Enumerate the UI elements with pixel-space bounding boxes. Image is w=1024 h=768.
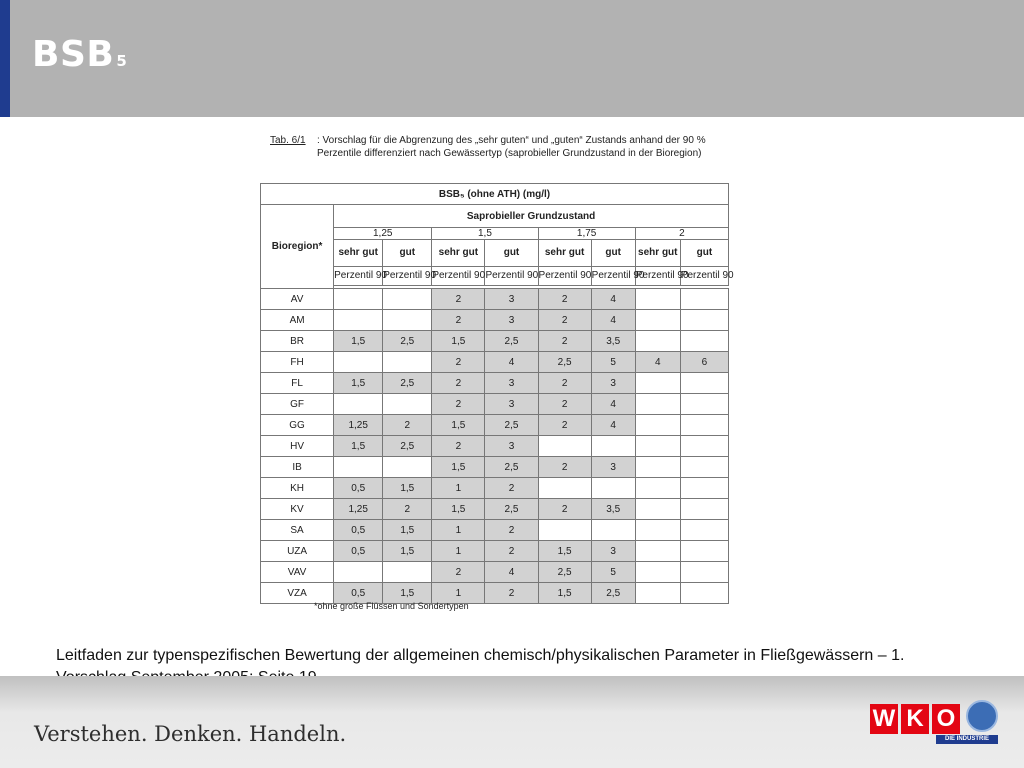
quality-header: gut (383, 240, 432, 267)
table-cell (383, 562, 432, 583)
caption-label: Tab. 6/1 (270, 135, 306, 146)
table-cell (334, 394, 383, 415)
header-accent-bar (0, 0, 10, 117)
table-cell: 2,5 (383, 373, 432, 394)
table-cell: 2 (432, 373, 485, 394)
table-cell: 2 (383, 499, 432, 520)
table-cell: 1 (432, 583, 485, 604)
table-title: BSB₅ (ohne ATH) (mg/l) (261, 184, 729, 205)
table-cell: 1,5 (432, 499, 485, 520)
table-cell (635, 478, 680, 499)
table-row (261, 289, 729, 310)
quality-header: sehr gut (538, 240, 591, 267)
table-cell (334, 289, 383, 310)
table-cell: 2 (538, 331, 591, 352)
percentile-header: Perzentil 90 (485, 267, 538, 286)
group-header: 1,25 (334, 228, 432, 240)
table-cell (635, 331, 680, 352)
table-row (261, 520, 729, 541)
table-cell: 4 (635, 352, 680, 373)
row-region-label: AV (261, 289, 334, 310)
table-footnote: *ohne große Flüssen und Sondertypen (314, 601, 469, 611)
table-cell: 2,5 (591, 583, 635, 604)
table-row (261, 373, 729, 394)
table-cell (591, 478, 635, 499)
table-cell (383, 289, 432, 310)
table-cell (383, 394, 432, 415)
footer-slogan: Verstehen. Denken. Handeln. (34, 722, 347, 746)
table-cell: 2 (383, 415, 432, 436)
logo-subtitle: DIE INDUSTRIE (936, 735, 998, 744)
table-row (261, 457, 729, 478)
table-cell: 2,5 (485, 457, 538, 478)
table-cell: 1 (432, 541, 485, 562)
table-cell: 2 (538, 499, 591, 520)
table-cell: 0,5 (334, 583, 383, 604)
table-cell: 2 (538, 310, 591, 331)
table-cell: 2 (432, 394, 485, 415)
table-cell (383, 457, 432, 478)
quality-header: gut (485, 240, 538, 267)
row-region-label: AM (261, 310, 334, 331)
table-cell: 1,5 (334, 373, 383, 394)
bioregion-header: Bioregion* (261, 205, 334, 289)
table-cell (680, 436, 728, 457)
logo-letter-k: K (901, 704, 929, 734)
row-region-label: KH (261, 478, 334, 499)
row-region-label: FL (261, 373, 334, 394)
slide-title-subscript: 5 (116, 52, 128, 70)
percentile-header: Perzentil 90 (635, 267, 680, 286)
table-cell: 1,5 (383, 478, 432, 499)
table-cell: 1,5 (383, 583, 432, 604)
table-row (261, 310, 729, 331)
table-cell (635, 373, 680, 394)
table-row (261, 394, 729, 415)
table-row (261, 541, 729, 562)
table-cell (334, 310, 383, 331)
table-cell (680, 520, 728, 541)
table-cell: 0,5 (334, 478, 383, 499)
quality-header: sehr gut (635, 240, 680, 267)
table-cell (635, 562, 680, 583)
table-cell: 4 (591, 289, 635, 310)
table-cell (635, 520, 680, 541)
row-region-label: IB (261, 457, 334, 478)
table-cell: 2 (538, 415, 591, 436)
table-cell (680, 541, 728, 562)
table-cell: 2,5 (538, 352, 591, 373)
table-cell (334, 457, 383, 478)
table-cell: 2 (485, 541, 538, 562)
quality-header: sehr gut (432, 240, 485, 267)
caption-text: : Vorschlag für die Abgrenzung des „sehr guten“ und „guten“ Zustands anhand der 90 % Perzentile differenziert nach Gewässertyp (saprobieller Grundzustand in der Bioregion) (317, 135, 706, 159)
table-cell (680, 331, 728, 352)
table-cell: 2 (485, 583, 538, 604)
percentile-header: Perzentil 90 (432, 267, 485, 286)
state-header: Saprobieller Grundzustand (334, 205, 729, 228)
table-cell: 4 (485, 562, 538, 583)
table-cell: 1,5 (432, 415, 485, 436)
table-cell: 1,5 (334, 331, 383, 352)
table-cell: 2,5 (383, 331, 432, 352)
table-cell: 5 (591, 352, 635, 373)
table-cell: 3 (485, 373, 538, 394)
table-cell: 2 (485, 478, 538, 499)
table-cell: 2 (432, 436, 485, 457)
table-cell: 1,5 (383, 541, 432, 562)
table-cell (383, 352, 432, 373)
table-cell (635, 415, 680, 436)
table-cell: 0,5 (334, 520, 383, 541)
table-cell: 1,5 (383, 520, 432, 541)
group-header: 1,75 (538, 228, 635, 240)
row-region-label: KV (261, 499, 334, 520)
group-header: 2 (635, 228, 728, 240)
table-cell: 1,5 (538, 541, 591, 562)
table-cell: 4 (485, 352, 538, 373)
table-cell (635, 457, 680, 478)
table-cell (334, 562, 383, 583)
table-cell: 4 (591, 415, 635, 436)
table-cell (680, 457, 728, 478)
table-cell (680, 562, 728, 583)
table-cell: 2 (538, 457, 591, 478)
table-cell: 3 (591, 373, 635, 394)
table-cell: 2 (432, 310, 485, 331)
table-cell: 1,5 (538, 583, 591, 604)
row-region-label: SA (261, 520, 334, 541)
table-cell (680, 310, 728, 331)
globe-icon (966, 700, 998, 732)
table-cell: 2 (538, 373, 591, 394)
table-cell: 5 (591, 562, 635, 583)
table-cell: 2 (538, 289, 591, 310)
table-cell: 3 (591, 541, 635, 562)
row-region-label: VAV (261, 562, 334, 583)
table-cell: 3 (591, 457, 635, 478)
table-cell: 2,5 (485, 415, 538, 436)
table-cell (680, 499, 728, 520)
table-cell (635, 394, 680, 415)
table-cell (591, 520, 635, 541)
source-citation: Leitfaden zur typenspezifischen Bewertung der allgemeinen chemisch/physikalischen Parameter in Fließgewässern – 1. (56, 647, 905, 664)
table-cell (680, 478, 728, 499)
table-row (261, 415, 729, 436)
wko-logo (870, 700, 1000, 746)
slide-header (0, 0, 1024, 117)
table-cell (635, 436, 680, 457)
table-cell: 4 (591, 394, 635, 415)
table-cell: 2,5 (485, 331, 538, 352)
table-cell (680, 394, 728, 415)
row-region-label: UZA (261, 541, 334, 562)
table-cell (334, 352, 383, 373)
table-cell (680, 583, 728, 604)
table-cell: 4 (591, 310, 635, 331)
table-cell: 1,5 (432, 331, 485, 352)
table-cell (538, 436, 591, 457)
percentile-header: Perzentil 90 (334, 267, 383, 286)
row-region-label: VZA (261, 583, 334, 604)
table-cell (680, 289, 728, 310)
percentile-header: Perzentil 90 (383, 267, 432, 286)
table-cell: 2,5 (485, 499, 538, 520)
table-cell (591, 436, 635, 457)
percentile-header: Perzentil 90 (538, 267, 591, 286)
table-row (261, 499, 729, 520)
logo-letter-o: O (932, 704, 960, 734)
table-cell: 3 (485, 289, 538, 310)
group-header: 1,5 (432, 228, 538, 240)
table-cell (383, 310, 432, 331)
table-cell (680, 373, 728, 394)
quality-header: sehr gut (334, 240, 383, 267)
quality-header: gut (680, 240, 728, 267)
table-cell: 1 (432, 478, 485, 499)
percentile-header: Perzentil 90 (591, 267, 635, 286)
table-cell (680, 415, 728, 436)
table-cell (635, 310, 680, 331)
table-cell: 2,5 (538, 562, 591, 583)
table-cell: 3 (485, 436, 538, 457)
table-cell: 3,5 (591, 499, 635, 520)
row-region-label: HV (261, 436, 334, 457)
table-cell: 2 (432, 562, 485, 583)
table-row (261, 436, 729, 457)
table-cell: 1 (432, 520, 485, 541)
table-cell: 2 (538, 394, 591, 415)
percentile-header: Perzentil 90 (680, 267, 728, 286)
table-row (261, 562, 729, 583)
row-region-label: GF (261, 394, 334, 415)
row-region-label: GG (261, 415, 334, 436)
table-cell: 1,5 (432, 457, 485, 478)
table-row (261, 331, 729, 352)
table-cell: 1,5 (334, 436, 383, 457)
quality-header: gut (591, 240, 635, 267)
table-cell (635, 583, 680, 604)
table-cell: 2,5 (383, 436, 432, 457)
table-cell (635, 289, 680, 310)
table-cell: 3 (485, 394, 538, 415)
table-row (261, 478, 729, 499)
table-cell (538, 478, 591, 499)
table-cell: 3,5 (591, 331, 635, 352)
logo-letter-w: W (870, 704, 898, 734)
slide-title-main: BSB (32, 34, 115, 75)
row-region-label: FH (261, 352, 334, 373)
slide-title (32, 34, 127, 75)
table-cell: 2 (485, 520, 538, 541)
table-cell (538, 520, 591, 541)
table-cell: 1,25 (334, 415, 383, 436)
table-cell: 2 (432, 289, 485, 310)
table-cell (635, 541, 680, 562)
bsb5-table (260, 183, 734, 604)
table-cell (635, 499, 680, 520)
row-region-label: BR (261, 331, 334, 352)
table-cell: 0,5 (334, 541, 383, 562)
table-cell: 1,25 (334, 499, 383, 520)
table-cell: 3 (485, 310, 538, 331)
table-cell: 2 (432, 352, 485, 373)
table-cell: 6 (680, 352, 728, 373)
table-row (261, 352, 729, 373)
